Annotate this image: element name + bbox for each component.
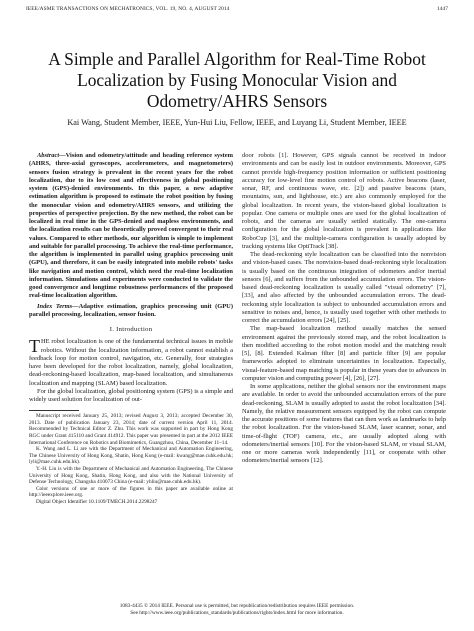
running-head <box>26 6 448 16</box>
copyright-line: 1083-4435 © 2014 IEEE. Personal use is permitted, but republication/redistribution requires IEEE permission. <box>119 603 355 609</box>
journal-info: IEEE/ASME TRANSACTIONS ON MECHATRONICS, VOL. 19, NO. 4, AUGUST 2014 <box>26 6 230 12</box>
body-paragraph-4: In some applications, neither the global sensors nor the environment maps are available. In order to avoid the unbounded accumulation errors of the pure dead-reckoning, SLAM is usually adopted to assist the robot localization [34]. Namely, the relative measurement sensors equipped by the robot can compute the accurate positions of some features that can then work as landmarks to help the robot localization. For the vision-based SLAM, laser scanner, sonar, and time-of-flight (TOF) camera, etc., are usually adopted along with odometers/inertial sensors [10]. For the vision-based SLAM, or visual SLAM, one or more cameras work independently [11], or cooperate with other odometers/inertial sensors [12]. <box>242 383 446 465</box>
abstract <box>29 152 233 301</box>
index-terms-label: Index Terms <box>37 302 73 310</box>
index-terms <box>29 303 233 320</box>
abstract-text: —Vision and odometry/attitude and heading reference system (AHRS, three-axial gyroscopes, accelerometers, and magnetometers) sensors fusion strategy is prevalent in the recent years for the robot localization, due to its low cost and effectiveness in global positioning system (GPS)-denied environments. In this paper, a new adaptive estimation algorithm is proposed to estimate the robot position by fusing the monocular vision and odometry/AHRS sensors, and utilizing the properties of perspective projection. By the new method, the robot can be localized in real time in the GPS-denied and mapless environments, and the localization results can be theoretically proved convergent to their real values. Compared to other methods, our algorithm is simple to implement and suitable for parallel processing. To achieve the real-time performance, the algorithm is implemented in parallel using graphics processing unit (GPU), and therefore, it can be easily integrated into mobile robots' tasks like navigation and motion control, which need the real-time localization information. Simulations and experiments were conducted to validate the good convergence and longtime robustness performances of the proposed real-time localization algorithm. <box>29 152 233 300</box>
page-number: 1447 <box>436 6 448 12</box>
left-column <box>29 152 233 506</box>
rights-link-line: See http://www.ieee.org/publications_standards/publications/rights/index.html for more information. <box>130 610 344 616</box>
section-heading: I. Introduction <box>109 326 153 333</box>
footnote-color-figures: Color versions of one or more of the figures in this paper are available online at http://ieeexplore.ieee.org. <box>29 485 233 499</box>
author-list: Kai Wang, Student Member, IEEE, Yun-Hui Liu, Fellow, IEEE, and Luyang Li, Student Member, IEEE <box>67 118 407 127</box>
intro-text-1: HE robot localization is one of the fundamental technical issues in mobile robotics. Without the localization information, a robot cannot establish a feedback loop for motion control, navigation, etc. Generally, four strategies have been developed for the robot localization, namely, global localization, dead-reckoning-based localization, map-based localization, and simultaneous localization and mapping (SLAM) based localization. <box>29 338 233 387</box>
body-paragraph-1: door robots [1]. However, GPS signals cannot be received in indoor environments and can be easily lost in outdoor environments. Moreover, GPS cannot provide high-frequency position information or sufficient positioning accuracy for low-level fine motion control of robots. Active beacons (laser, sonar, RF, and continuous wave, etc. [2]) and passive beacons (stars, mountains, sun, and lighthouse, etc.) are also commonly employed for the global localization. In recent years, the vision-based global localization is popular. One camera or multiple ones are used for the global localization of robots, and the cameras are usually settled statically. The one-camera configuration for the global localization is prevalent in applications like RoboCup [3], and the multiple-camera configuration is usually adopted by tracking systems like OptiTrack [38]. <box>242 152 446 250</box>
footnote-affiliation-1: K. Wang and L. Li are with the Department of Mechanical and Automation Engineering, The Chinese University of Hong Kong, Shatin, Hong Kong (e-mail: kwang@mae.cuhk.edu.hk; lyli@mae.cuhk.edu.hk). <box>29 446 233 466</box>
footnote-manuscript: Manuscript received January 25, 2013; revised August 3, 2013; accepted December 30, 2013. Date of publication January 23, 2014; date of current version April 11, 2014. Recommended by Technical Editor Z. Zhu. This work was supported in part by Hong Kong RGC under Grant 415110 and Grant 414912. This paper was presented in part at the 2012 IEEE International Conference on Robotics and Biomimetics, Guangzhou, China, December 11–14. <box>29 413 233 446</box>
drop-cap: T <box>29 336 40 357</box>
footnote-divider <box>29 410 79 411</box>
abstract-label: Abstract <box>37 152 60 159</box>
intro-paragraph-1 <box>29 338 233 388</box>
paper-title: A Simple and Parallel Algorithm for Real-Time Robot Localization by Fusing Monocular Vision and Odometry/AHRS Sensors <box>48 49 426 111</box>
copyright-footer <box>26 603 448 617</box>
body-paragraph-3: The map-based localization method usually matches the sensed environment against the previously stored map, and the robot localization is then modified according to the robot motion model and the matching result [5], [8]. Extended Kalman filter [8] and particle filter [9] are popular frameworks adopted to eliminate uncertainties in localization. Especially, visual-feature-based map matching is popular in these years due to advances in computer vision and computing power [4], [26], [27]. <box>242 325 446 382</box>
right-column <box>242 152 446 466</box>
body-paragraph-2: The dead-reckoning style localization can be classified into the nonvision and vision-based cases. The nonvision-based dead-reckoning style localization is usually based on the continuous integration of odometers and/or inertial sensors [6], and suffers from the unbounded accumulation errors. The vision-based dead-reckoning localization is usually called "visual odometry" [7], [33], and also affected by the unbounded accumulation errors. The dead-reckoning style localization is subject to unbounded accumulation errors and sensitive to noises and, hence, is usually used together with other methods to correct the accumulation errors [24], [25]. <box>242 251 446 324</box>
footnotes <box>29 413 233 505</box>
index-terms-text: —Adaptive estimation, graphics processing unit (GPU) parallel processing, localization, sensor fusion. <box>29 302 233 318</box>
intro-paragraph-2: For the global localization, global positioning system (GPS) is a simple and widely used solution for localization of out- <box>29 387 233 403</box>
footnote-doi: Digital Object Identifier 10.1109/TMECH.2014.2298247 <box>36 498 158 505</box>
footnote-affiliation-2: Y.-H. Liu is with the Department of Mechanical and Automation Engineering, The Chinese University of Hong Kong, Shatin, Hong Kong, and also with the National University of Defense Technology, Changsha 410073 China (e-mail: yhliu@mae.cuhk.edu.hk). <box>29 466 233 486</box>
